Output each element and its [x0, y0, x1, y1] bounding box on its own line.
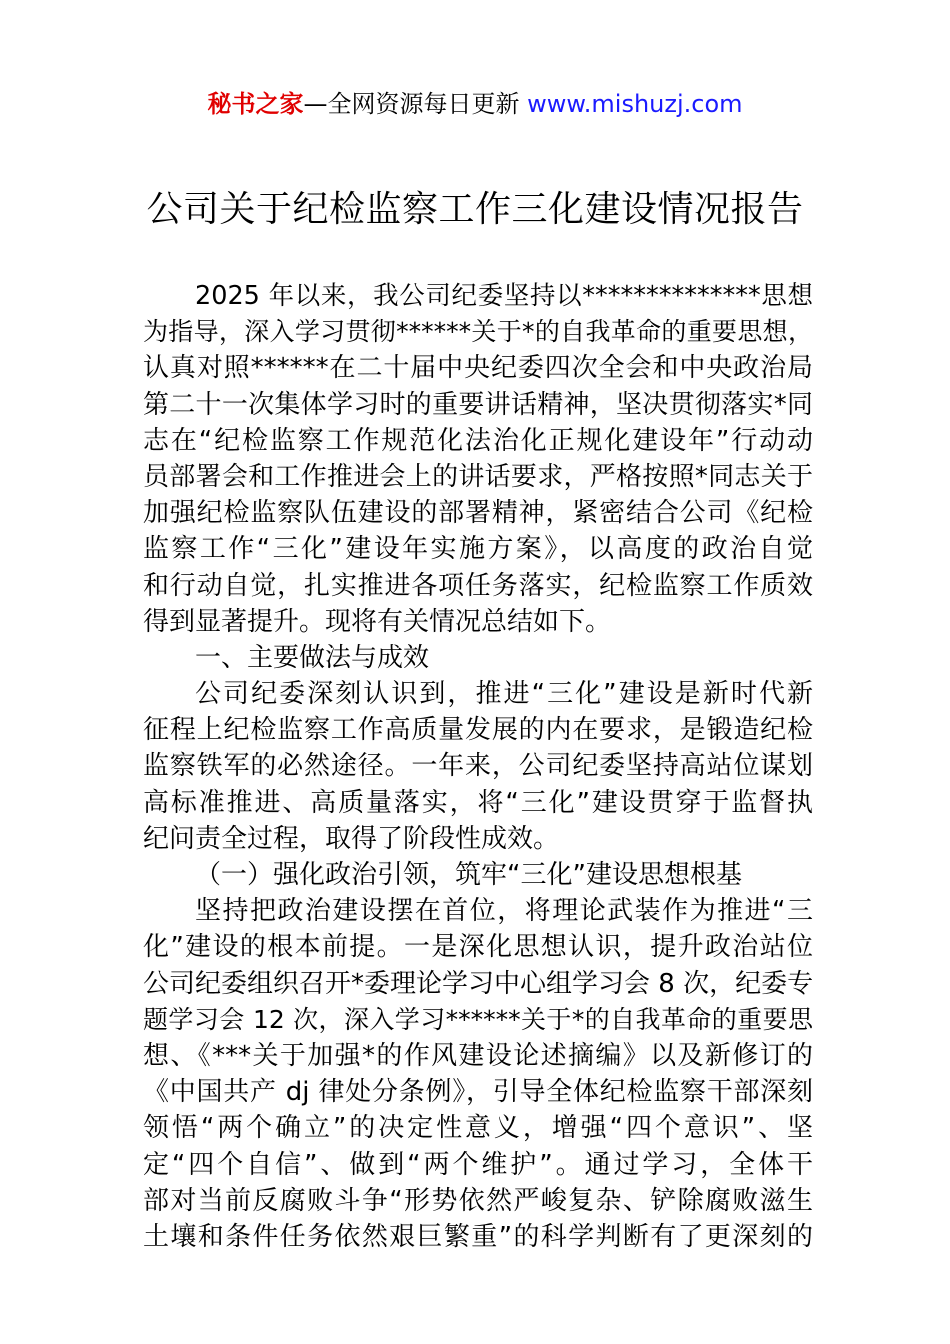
paragraph-line: 第二十一次集体学习时的重要讲话精神，坚决贯彻落实*同	[143, 389, 813, 420]
document-title: 公司关于纪检监察工作三化建设情况报告	[146, 189, 804, 230]
paragraph-line: 题学习会 12 次，深入学习******关于*的自我革命的重要思	[143, 1004, 813, 1034]
paragraph-line: 想、《***关于加强*的作风建设论述摘编》以及新修订的	[143, 1040, 813, 1071]
paragraph-line: 得到显著提升。现将有关情况总结如下。	[143, 606, 612, 637]
paragraph-line: 定“四个自信”、做到“两个维护”。通过学习，全体干	[143, 1149, 813, 1180]
paragraph-line: 为指导，深入学习贯彻******关于*的自我革命的重要思想，	[143, 317, 813, 347]
site-header	[0, 88, 950, 120]
paragraph-line: 土壤和条件任务依然艰巨繁重”的科学判断有了更深刻的	[143, 1221, 813, 1252]
paragraph-line: 征程上纪检监察工作高质量发展的内在要求，是锻造纪检	[143, 715, 813, 746]
paragraph-line: 公司纪委深刻认识到，推进“三化”建设是新时代新	[195, 679, 813, 710]
paragraph-line: 坚持把政治建设摆在首位，将理论武装作为推进“三	[195, 896, 813, 927]
paragraph-line: 《中国共产 dj 律处分条例》，引导全体纪检监察干部深刻	[143, 1077, 813, 1108]
paragraph-line: 加强纪检监察队伍建设的部署精神，紧密结合公司《纪检	[143, 498, 813, 529]
paragraph-line: 领悟“两个确立”的决定性意义，增强“四个意识”、坚	[143, 1113, 813, 1144]
paragraph-line: 公司纪委组织召开*委理论学习中心组学习会 8 次，纪委专	[143, 968, 814, 999]
paragraph-line: 纪问责全过程，取得了阶段性成效。	[143, 823, 560, 854]
site-brand: 秘书之家	[207, 90, 304, 118]
document-body	[143, 278, 813, 1255]
paragraph-line: 监察铁军的必然途径。一年来，公司纪委坚持高站位谋划	[143, 751, 813, 782]
paragraph-line: 员部署会和工作推进会上的讲话要求，严格按照*同志关于	[143, 461, 813, 492]
paragraph-line: 2025 年以来，我公司纪委坚持以**************思想	[195, 281, 813, 311]
site-url-link[interactable]: www.mishuzj.com	[527, 90, 743, 118]
site-tagline: —全网资源每日更新	[303, 90, 528, 118]
paragraph-line: 和行动自觉，扎实推进各项任务落实，纪检监察工作质效	[143, 570, 813, 601]
paragraph-line: 志在“纪检监察工作规范化法治化正规化建设年”行动动	[143, 425, 813, 456]
paragraph-line: 认真对照******在二十届中央纪委四次全会和中央政治局	[143, 353, 813, 384]
paragraph-line: 监察工作“三化”建设年实施方案》，以高度的政治自觉	[143, 534, 813, 565]
section-heading: 一、主要做法与成效	[195, 642, 430, 673]
paragraph-line: 部对当前反腐败斗争“形势依然严峻复杂、铲除腐败滋生	[143, 1185, 813, 1216]
paragraph-line: 化”建设的根本前提。一是深化思想认识，提升政治站位	[143, 932, 813, 963]
subsection-heading: （一）强化政治引领，筑牢“三化”建设思想根基	[195, 860, 742, 890]
paragraph-line: 高标准推进、高质量落实，将“三化”建设贯穿于监督执	[143, 787, 813, 818]
